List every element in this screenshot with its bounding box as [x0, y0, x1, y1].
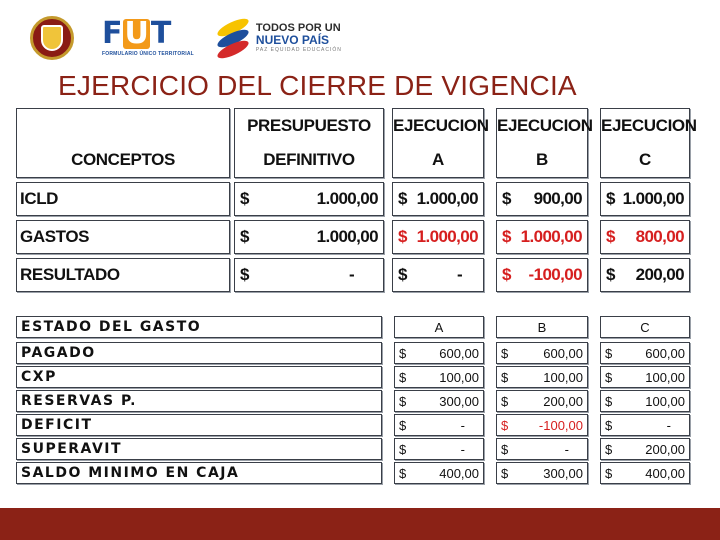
header-c: C: [600, 316, 690, 338]
fut-logo: [102, 16, 194, 57]
header-ejecucion-b: EJECUCION B: [496, 108, 588, 178]
table-row-label: SUPERAVIT: [16, 438, 382, 460]
tpn-logo-line2: NUEVO PAÍS: [255, 33, 330, 47]
table-cell-ejecucion-b: $ -100,00: [496, 258, 588, 292]
table-cell-ejecucion-a: $ -: [392, 258, 484, 292]
table-cell-ejecucion-c: $ 200,00: [600, 258, 690, 292]
table-row-label: RESERVAS P.: [16, 390, 382, 412]
table-cell-a: $ 600,00: [394, 342, 484, 364]
table-cell-a: $ 400,00: [394, 462, 484, 484]
header-presupuesto-definitivo: PRESUPUESTO DEFINITIVO: [234, 108, 384, 178]
table-cell-b: $ 600,00: [496, 342, 588, 364]
fut-logo-letter-u: U: [124, 16, 148, 51]
table-cell-c: $ 200,00: [600, 438, 690, 460]
table-row-label: SALDO MINIMO EN CAJA: [16, 462, 382, 484]
table-cell-ejecucion-b: $ 900,00: [496, 182, 588, 216]
table-row-label: DEFICIT: [16, 414, 382, 436]
footer-bar: [0, 508, 720, 540]
table-cell-ejecucion-a: $ 1.000,00: [392, 220, 484, 254]
table-cell-a: $ 300,00: [394, 390, 484, 412]
fut-logo-letter-t: T: [150, 16, 171, 51]
fut-logo-tagline: FORMULARIO ÚNICO TERRITORIAL: [102, 51, 194, 57]
coat-of-arms-seal-icon: [30, 16, 74, 60]
table-cell-b: $ 100,00: [496, 366, 588, 388]
table-cell-ejecucion-a: $ 1.000,00: [392, 182, 484, 216]
table-cell-c: $ 400,00: [600, 462, 690, 484]
table-cell-presupuesto: $ -: [234, 258, 384, 292]
fut-logo-letter-f: F: [102, 16, 122, 51]
table-cell-b: $ -: [496, 438, 588, 460]
tpn-logo-line1: TODOS POR UN: [255, 22, 341, 34]
table-cell-c: $ 600,00: [600, 342, 690, 364]
table-cell-ejecucion-c: $ 1.000,00: [600, 182, 690, 216]
table-cell-c: $ 100,00: [600, 366, 690, 388]
table-cell-ejecucion-b: $ 1.000,00: [496, 220, 588, 254]
header-ejecucion-a: EJECUCION A: [392, 108, 484, 178]
table-cell-ejecucion-c: $ 800,00: [600, 220, 690, 254]
table-cell-c: $ -: [600, 414, 690, 436]
table-cell-b: $ -100,00: [496, 414, 588, 436]
header-ejecucion-c: EJECUCION C: [600, 108, 690, 178]
table-row-label: PAGADO: [16, 342, 382, 364]
table-cell-presupuesto: $ 1.000,00: [234, 182, 384, 216]
table-cell-c: $ 100,00: [600, 390, 690, 412]
table-cell-b: $ 200,00: [496, 390, 588, 412]
table-row-concept: RESULTADO: [16, 258, 230, 292]
table-row-concept: ICLD: [16, 182, 230, 216]
table-row-concept: GASTOS: [16, 220, 230, 254]
header-logos: [30, 12, 342, 64]
table-cell-a: $ -: [394, 414, 484, 436]
todos-por-un-nuevo-pais-logo: [216, 18, 342, 58]
table-cell-a: $ -: [394, 438, 484, 460]
header-estado-del-gasto: ESTADO DEL GASTO: [16, 316, 382, 338]
page-title: EJERCICIO DEL CIERRE DE VIGENCIA: [58, 70, 577, 101]
table-row-label: CXP: [16, 366, 382, 388]
header-conceptos: CONCEPTOS: [16, 108, 230, 178]
tpn-logo-line3: PAZ EQUIDAD EDUCACIÓN: [255, 47, 342, 53]
tricolor-swoosh-icon: [216, 18, 252, 58]
table-cell-a: $ 100,00: [394, 366, 484, 388]
header-b: B: [496, 316, 588, 338]
header-a: A: [394, 316, 484, 338]
table-cell-b: $ 300,00: [496, 462, 588, 484]
table-cell-presupuesto: $ 1.000,00: [234, 220, 384, 254]
